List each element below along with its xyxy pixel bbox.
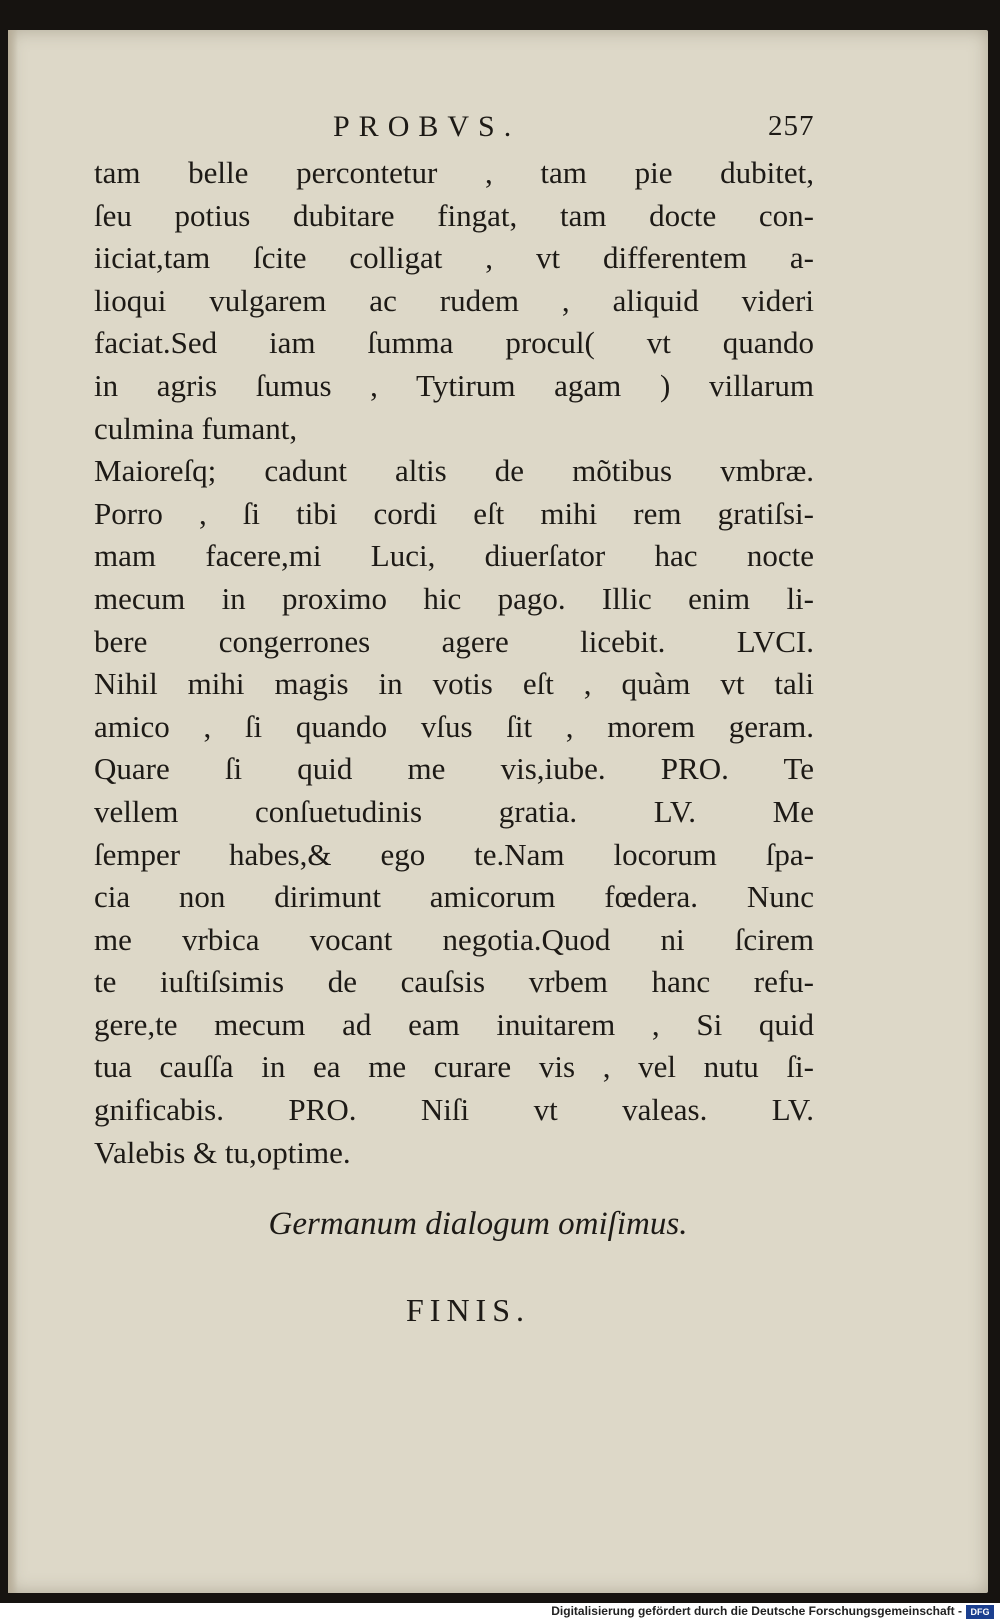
text-line: ſeu potius dubitare fingat, tam docte con-	[94, 197, 814, 233]
book-page	[8, 30, 988, 1593]
text-line: Quare ſi quid me vis,iube. PRO. Te	[94, 751, 814, 787]
text-line: vellem conſuetudinis gratia. LV. Me	[94, 793, 814, 829]
text-line: amico , ſi quando vſus ſit , morem geram.	[94, 708, 814, 744]
omission-note: Germanum dialogum omiſimus.	[268, 1206, 688, 1242]
text-line: Valebis & tu,optime.	[94, 1134, 351, 1170]
text-line: ſemper habes,& ego te.Nam locorum ſpa-	[94, 836, 814, 872]
text-line: faciat.Sed iam ſumma procul( vt quando	[94, 325, 814, 361]
text-line: gnificabis. PRO. Niſi vt valeas. LV.	[94, 1092, 814, 1128]
text-line: cia non dirimunt amicorum fœdera. Nunc	[94, 879, 814, 915]
text-line: Nihil mihi magis in votis eſt , quàm vt tali	[94, 666, 814, 702]
text-line: in agris ſumus , Tytirum agam ) villarum	[94, 367, 814, 403]
text-line: tua cauſſa in ea me curare vis , vel nutu ſi-	[94, 1049, 814, 1085]
text-line: mam facere,mi Luci, diuerſator hac nocte	[94, 538, 814, 574]
text-line: culmina fumant,	[94, 410, 298, 446]
page-header	[8, 110, 988, 150]
text-line: te iuſtiſsimis de cauſsis vrbem hanc refu-	[94, 964, 814, 1000]
text-line: tam belle percontetur , tam pie dubitet,	[94, 155, 814, 190]
body-text	[94, 152, 814, 1174]
text-line: bere congerrones agere licebit. LVCI.	[94, 623, 814, 659]
funding-credit: Digitalisierung gefördert durch die Deutsche Forschungsgemeinschaft -	[551, 1604, 962, 1618]
text-line: gere,te mecum ad eam inuitarem , Si quid	[94, 1006, 814, 1042]
text-line: Maioreſq; cadunt altis de mõtibus vmbræ.	[94, 453, 814, 489]
finis-heading: FINIS.	[405, 1292, 530, 1328]
text-line: Porro , ſi tibi cordi eſt mihi rem gratiſsi-	[94, 495, 814, 531]
text-line: me vrbica vocant negotia.Quod ni ſcirem	[94, 921, 814, 957]
page-number: 257	[768, 110, 815, 142]
text-line: mecum in proximo hic pago. Illic enim li-	[94, 580, 814, 616]
page-gutter-shadow	[8, 30, 18, 1593]
text-line: iiciat,tam ſcite colligat , vt differentem a-	[94, 240, 814, 276]
text-line: lioqui vulgarem ac rudem , aliquid videri	[94, 282, 814, 318]
dfg-logo: DFG	[966, 1605, 994, 1619]
running-head: PROBVS.	[333, 110, 521, 143]
